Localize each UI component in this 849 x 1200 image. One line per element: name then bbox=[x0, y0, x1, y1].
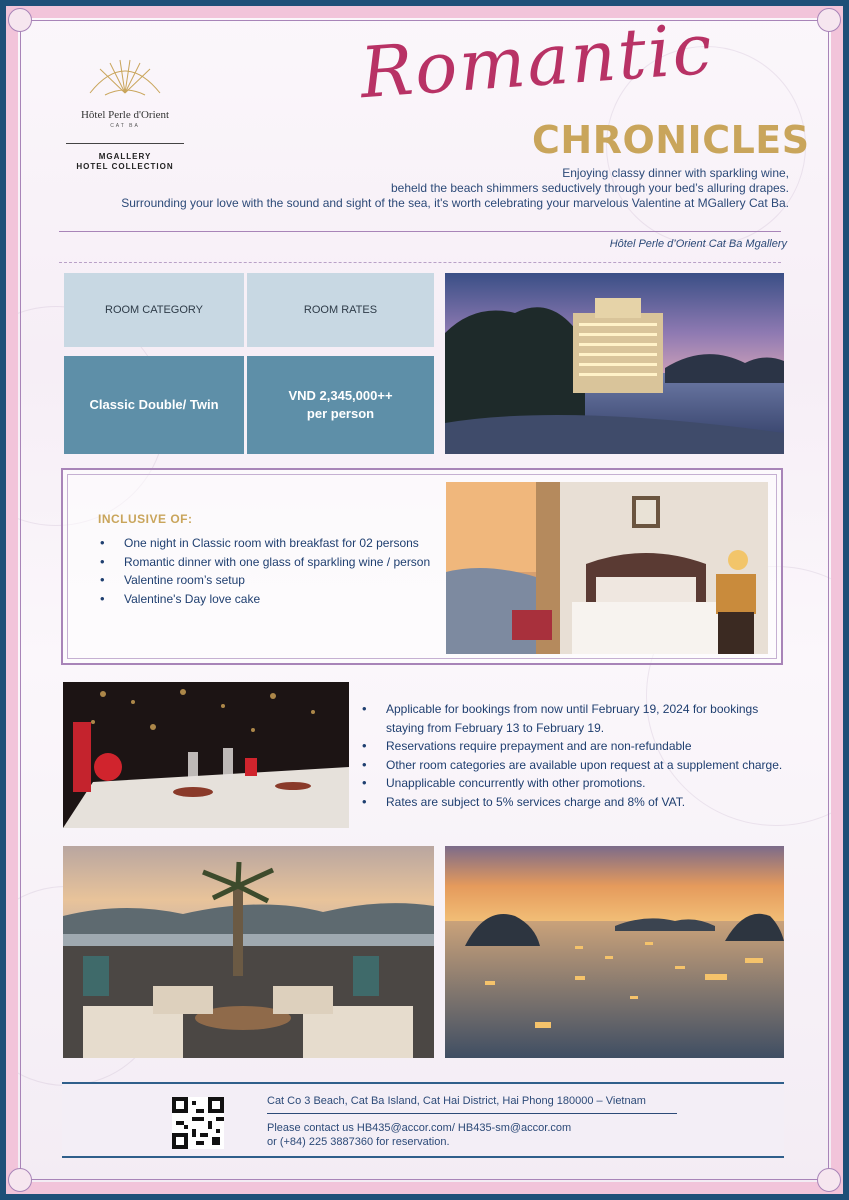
terrace-photo bbox=[63, 846, 434, 1058]
logo-hotel-name: Hôtel Perle d'Orient bbox=[80, 109, 170, 121]
list-item: • Other room categories are available upon request at a supplement charge. bbox=[360, 756, 790, 775]
title-script: Romantic bbox=[357, 7, 717, 115]
hotel-exterior-photo bbox=[445, 273, 784, 454]
footer-contact bbox=[267, 1121, 571, 1149]
list-item: • Reservations require prepayment and are non-refundable bbox=[360, 737, 790, 756]
table-header-category: ROOM CATEGORY bbox=[64, 273, 244, 347]
bay-sunset-photo bbox=[445, 846, 784, 1058]
list-item: • Unapplicable concurrently with other promotions. bbox=[360, 774, 790, 793]
hotel-tagline: Hôtel Perle d’Orient Cat Ba Mgallery bbox=[609, 238, 787, 250]
list-item: • Valentine's Day love cake bbox=[98, 590, 448, 609]
intro-line: Enjoying classy dinner with sparkling wine, bbox=[562, 166, 789, 180]
logo-location: CAT BA bbox=[110, 123, 140, 129]
list-item: • Applicable for bookings from now until February 19, 2024 for bookings staying from February 13 to February 19. bbox=[360, 700, 790, 737]
list-item: • One night in Classic room with breakfast for 02 persons bbox=[98, 534, 448, 553]
inclusive-title: INCLUSIVE OF: bbox=[98, 512, 193, 526]
footer-divider bbox=[267, 1113, 677, 1114]
rate-amount: VND 2,345,000++ bbox=[288, 388, 393, 403]
list-item: • Rates are subject to 5% services charge and 8% of VAT. bbox=[360, 793, 790, 812]
footer-address: Cat Co 3 Beach, Cat Ba Island, Cat Hai District, Hai Phong 180000 – Vietnam bbox=[267, 1095, 646, 1107]
intro-line: Surrounding your love with the sound and sight of the sea, it's worth celebrating your marvelous Valentine at MGallery Cat Ba. bbox=[121, 196, 789, 210]
logo-divider bbox=[66, 143, 184, 144]
table-cell-rate bbox=[247, 356, 434, 454]
divider-dashed bbox=[59, 262, 781, 263]
table-header-rates: ROOM RATES bbox=[247, 273, 434, 347]
inclusive-list bbox=[98, 534, 448, 608]
title-chronicles: CHRONICLES bbox=[532, 118, 810, 162]
hotel-logo bbox=[60, 55, 190, 172]
contact-phone[interactable]: or (+84) 225 3887360 for reservation. bbox=[267, 1136, 450, 1148]
logo-brand-line2: HOTEL COLLECTION bbox=[76, 162, 174, 171]
terms-list bbox=[360, 700, 790, 811]
logo-brand-line1: MGALLERY bbox=[98, 152, 152, 161]
contact-email[interactable]: Please contact us HB435@accor.com/ HB435-sm@accor.com bbox=[267, 1122, 572, 1134]
divider-line bbox=[59, 231, 781, 232]
bedroom-photo bbox=[446, 482, 768, 654]
corner-ornament bbox=[8, 1168, 32, 1192]
dinner-table-photo bbox=[63, 682, 349, 828]
corner-ornament bbox=[817, 8, 841, 32]
list-item: • Valentine room’s setup bbox=[98, 571, 448, 590]
qr-code-icon[interactable] bbox=[172, 1097, 224, 1149]
corner-ornament bbox=[8, 8, 32, 32]
rate-unit: per person bbox=[306, 406, 375, 421]
intro-line: beheld the beach shimmers seductively through your bed’s alluring drapes. bbox=[390, 181, 789, 195]
list-item: • Romantic dinner with one glass of sparkling wine / person bbox=[98, 553, 448, 572]
fan-logo-icon bbox=[80, 55, 170, 100]
table-cell-category: Classic Double/ Twin bbox=[64, 356, 244, 454]
intro-text bbox=[49, 166, 789, 211]
corner-ornament bbox=[817, 1168, 841, 1192]
